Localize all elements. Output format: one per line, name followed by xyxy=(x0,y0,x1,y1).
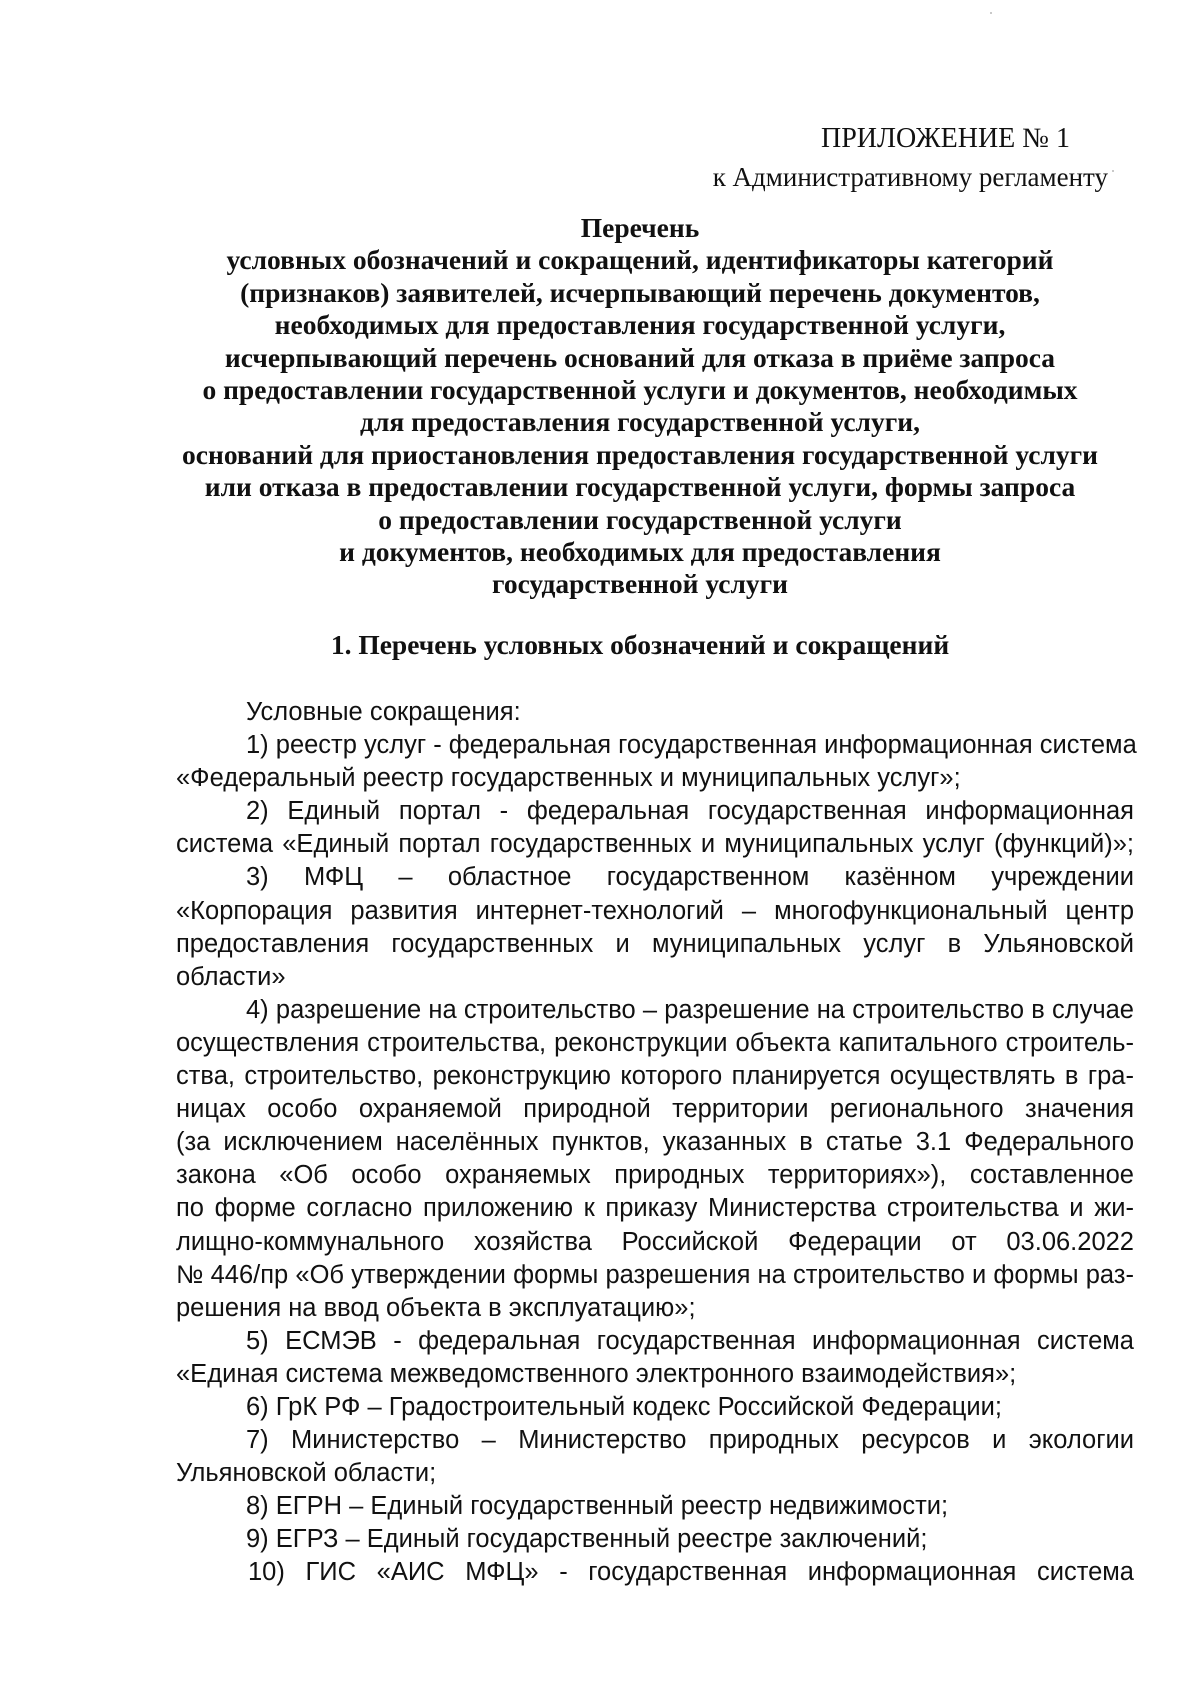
list-item-line: ницах особо охраняемой природной территории регионального значения xyxy=(176,1095,1134,1124)
attachment-number: ПРИЛОЖЕНИЕ № 1 xyxy=(821,123,1070,154)
title-line: (признаков) заявителей, исчерпывающий перечень документов, xyxy=(240,276,1040,308)
attachment-header xyxy=(713,120,1108,196)
list-item-line: 7) Министерство – Министерство природных ресурсов и экологии xyxy=(246,1426,1134,1455)
list-item-line: области» xyxy=(176,962,286,991)
list-item-line: 6) ГрК РФ – Градостроительный кодекс Российской Федерации; xyxy=(246,1392,1002,1421)
list-item-line: 8) ЕГРН – Единый государственный реестр недвижимости; xyxy=(246,1492,949,1521)
attachment-reference: к Административному регламенту xyxy=(712,162,1108,192)
list-item-line: 2) Единый портал - федеральная государственная информационная xyxy=(246,797,1134,826)
list-item-line: 9) ЕГРЗ – Единый государственный реестре заключений; xyxy=(246,1525,928,1554)
title-line: о предоставлении государственной услуги xyxy=(378,503,902,535)
title-line: для предоставления государственной услуги, xyxy=(360,406,920,438)
title-line: государственной услуги xyxy=(492,568,788,600)
section-heading: 1. Перечень условных обозначений и сокращений xyxy=(330,629,950,660)
list-item-line: «Корпорация развития интернет-технологий – многофункциональный центр xyxy=(176,896,1134,925)
list-item-line: по форме согласно приложению к приказу Министерства строительства и жи- xyxy=(176,1194,1134,1223)
list-item-line: 10) ГИС «АИС МФЦ» - государственная информационная система xyxy=(248,1558,1134,1587)
title-line: Перечень xyxy=(580,212,700,243)
title-line: и документов, необходимых для предоставления xyxy=(339,536,941,568)
title-line: условных обозначений и сокращений, идентификаторы категорий xyxy=(226,244,1054,276)
document-title xyxy=(140,212,1140,601)
scan-speck xyxy=(990,12,992,14)
abbreviations-list xyxy=(176,696,1137,1590)
list-item-line: 3) МФЦ – областное государственном казённом учреждении xyxy=(246,863,1134,892)
list-item-line: закона «Об особо охраняемых природных территориях»), составленное xyxy=(176,1161,1134,1190)
list-item-line: ства, строительство, реконструкцию которого планируется осуществлять в гра- xyxy=(176,1062,1134,1091)
list-item-line: № 446/пр «Об утверждении формы разрешения на строительство и формы раз- xyxy=(176,1260,1134,1289)
list-item-line: (за исключением населённых пунктов, указанных в статье 3.1 Федерального xyxy=(176,1128,1134,1157)
title-line: исчерпывающий перечень оснований для отказа в приёме запроса xyxy=(224,341,1056,373)
list-intro: Условные сокращения: xyxy=(246,698,521,726)
list-item-line: 5) ЕСМЭВ - федеральная государственная информационная система xyxy=(246,1326,1134,1355)
list-item-line: «Единая система межведомственного электронного взаимодействия»; xyxy=(176,1359,1017,1388)
list-item-line: «Федеральный реестр государственных и муниципальных услуг»; xyxy=(176,764,961,793)
list-item-line: решения на ввод объекта в эксплуатацию»; xyxy=(176,1293,696,1322)
list-item-line: Ульяновской области; xyxy=(176,1459,437,1488)
list-item-line: лищно-коммунального хозяйства Российской Федерации от 03.06.2022 xyxy=(176,1227,1134,1256)
title-line: необходимых для предоставления государственной услуги, xyxy=(274,309,1006,341)
title-line: о предоставлении государственной услуги и документов, необходимых xyxy=(202,374,1078,406)
list-item-line: осуществления строительства, реконструкции объекта капитального строитель- xyxy=(176,1028,1134,1057)
title-line: оснований для приостановления предоставления государственной услуги xyxy=(182,438,1098,470)
list-item-line: система «Единый портал государственных и муниципальных услуг (функций)»; xyxy=(176,830,1134,859)
list-item-line: предоставления государственных и муниципальных услуг в Ульяновской xyxy=(176,929,1134,958)
scan-speck xyxy=(1112,170,1114,172)
list-item-line: 1) реестр услуг - федеральная государственная информационная система xyxy=(246,731,1137,760)
title-line: или отказа в предоставлении государственной услуги, формы запроса xyxy=(204,471,1076,503)
list-item-line: 4) разрешение на строительство – разрешение на строительство в случае xyxy=(246,995,1134,1024)
